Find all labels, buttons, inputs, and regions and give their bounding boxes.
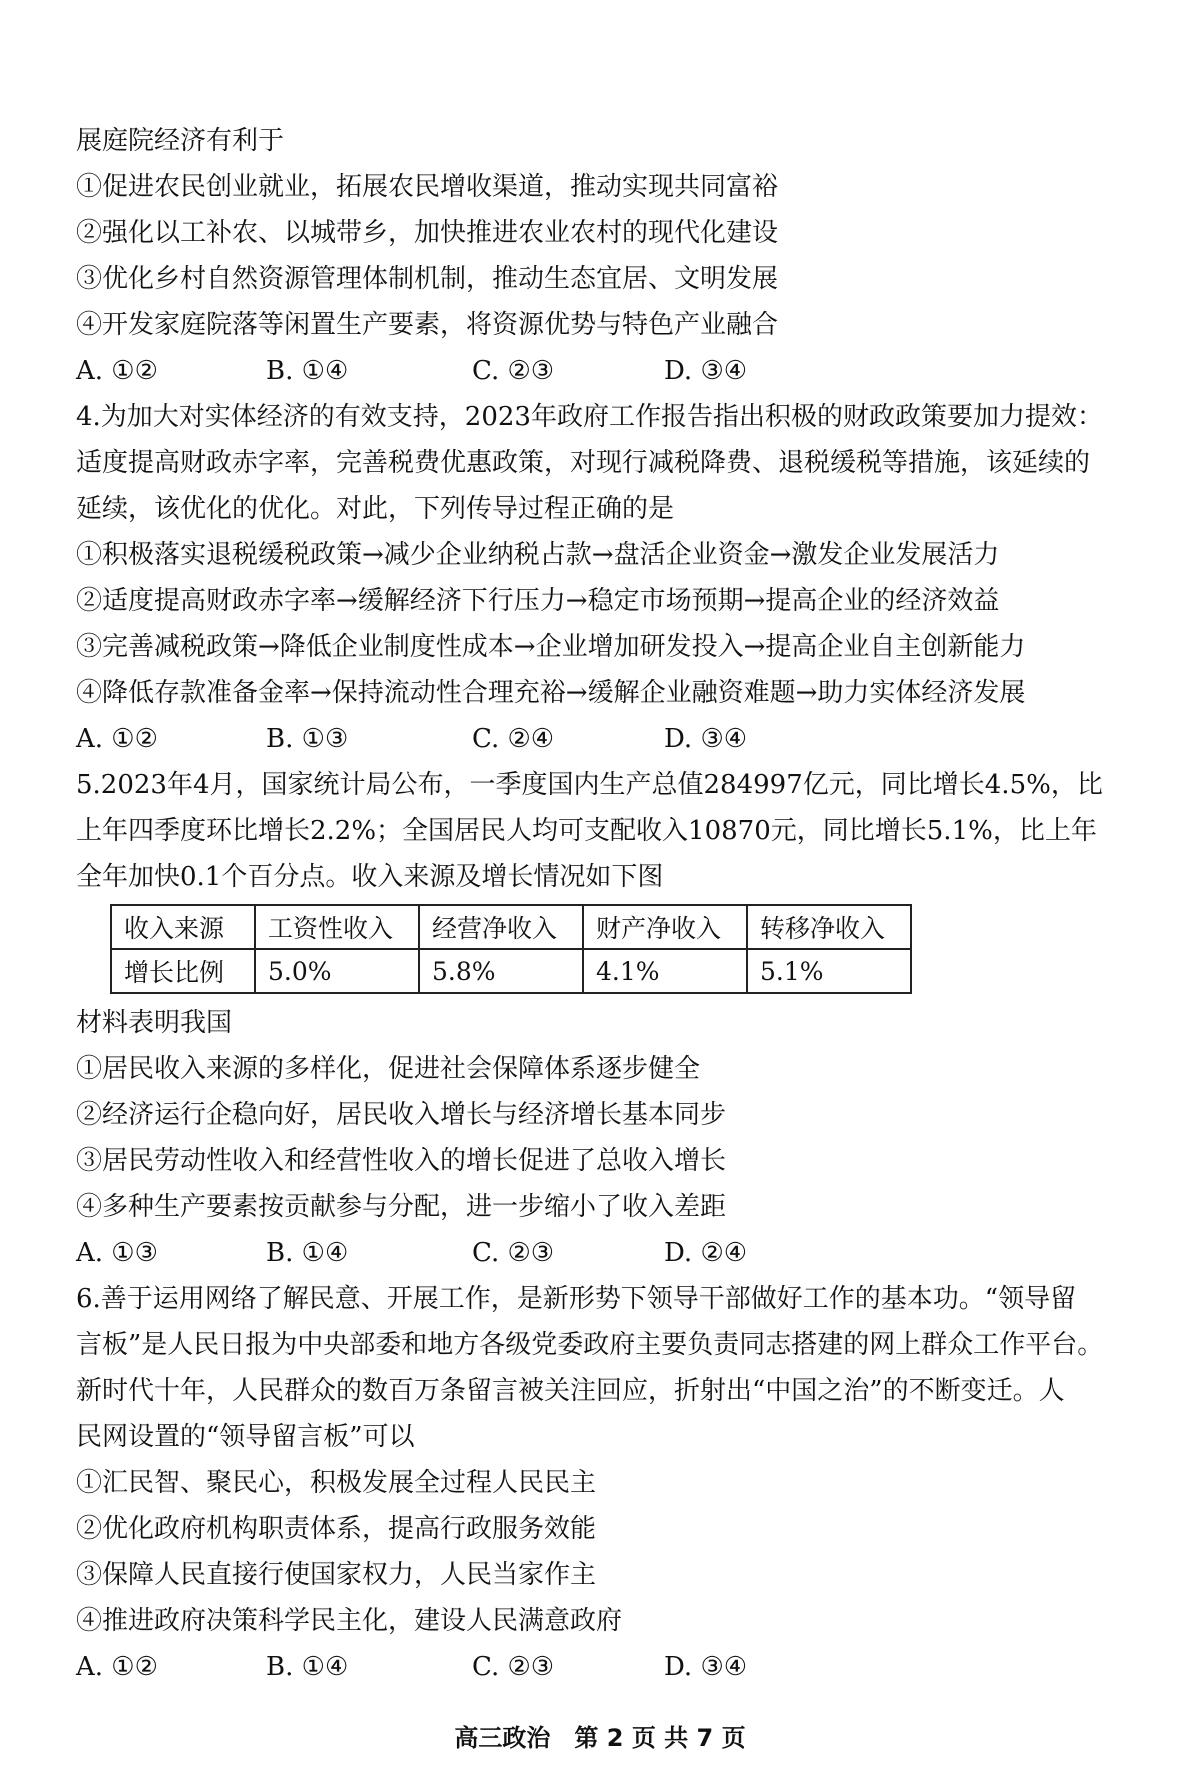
page-footer: 高三政治 第 2 页 共 7 页 (454, 1724, 746, 1752)
table-cell: 财产净收入 (583, 905, 747, 949)
question-stem-line: 适度提高财政赤字率，完善税费优惠政策，对现行减税降费、退税缓税等措施，该延续的 (76, 448, 1091, 478)
statement-4: ④开发家庭院落等闲置生产要素，将资源优势与特色产业融合 (76, 310, 779, 340)
question-5 (76, 762, 1116, 1276)
statement-1: ①汇民智、聚民心，积极发展全过程人民民主 (76, 1468, 597, 1498)
option-c: C. ②③ (472, 356, 555, 386)
answer-options (76, 1230, 1116, 1276)
statement-4: ④推进政府决策科学民主化，建设人民满意政府 (76, 1606, 623, 1636)
statement-2: ②经济运行企稳向好，居民收入增长与经济增长基本同步 (76, 1100, 727, 1130)
answer-options (76, 716, 1116, 762)
table-cell: 转移净收入 (747, 905, 911, 949)
statement-4: ④降低存款准备金率→保持流动性合理充裕→缓解企业融资难题→助力实体经济发展 (76, 678, 1026, 708)
question-stem-line: 延续，该优化的优化。对此，下列传导过程正确的是 (76, 494, 675, 524)
option-c: C. ②③ (472, 1652, 555, 1682)
question-stem-line: 全年加快0.1个百分点。收入来源及增长情况如下图 (76, 862, 664, 892)
question-stem-line: 民网设置的“领导留言板”可以 (76, 1422, 415, 1452)
statement-1: ①积极落实退税缓税政策→减少企业纳税占款→盘活企业资金→激发企业发展活力 (76, 540, 1000, 570)
statement-3: ③居民劳动性收入和经营性收入的增长促进了总收入增长 (76, 1146, 727, 1176)
option-b: B. ①③ (266, 724, 349, 754)
question-stem-line: 4.为加大对实体经济的有效支持，2023年政府工作报告指出积极的财政政策要加力提效： (76, 402, 1103, 432)
option-b: B. ①④ (266, 1238, 349, 1268)
answer-options (76, 1644, 1116, 1690)
statement-4: ④多种生产要素按贡献参与分配，进一步缩小了收入差距 (76, 1192, 727, 1222)
statement-2: ②优化政府机构职责体系，提高行政服务效能 (76, 1514, 597, 1544)
statement-2: ②适度提高财政赤字率→缓解经济下行压力→稳定市场预期→提高企业的经济效益 (76, 586, 1000, 616)
option-d: D. ③④ (664, 1652, 748, 1682)
question-stem-line: 上年四季度环比增长2.2%；全国居民人均可支配收入10870元，同比增长5.1%，比上年 (76, 816, 1097, 846)
table-cell: 5.1% (747, 949, 911, 993)
table-header-row (111, 905, 911, 949)
question-4 (76, 394, 1116, 762)
table-cell: 5.0% (255, 949, 419, 993)
question-lead: 材料表明我国 (76, 1008, 233, 1038)
table-row (111, 949, 911, 993)
answer-options (76, 348, 1116, 394)
option-d: D. ②④ (664, 1238, 748, 1268)
option-b: B. ①④ (266, 356, 349, 386)
statement-1: ①居民收入来源的多样化，促进社会保障体系逐步健全 (76, 1054, 701, 1084)
option-b: B. ①④ (266, 1652, 349, 1682)
table-cell: 经营净收入 (419, 905, 583, 949)
option-a: A. ①③ (76, 1238, 158, 1268)
question-stem-line: 展庭院经济有利于 (76, 126, 285, 156)
option-a: A. ①② (76, 356, 158, 386)
table-cell: 增长比例 (111, 949, 255, 993)
question-stem-line: 6.善于运用网络了解民意、开展工作，是新形势下领导干部做好工作的基本功。“领导留 (76, 1284, 1077, 1314)
option-d: D. ③④ (664, 356, 748, 386)
question-stem-line: 新时代十年，人民群众的数百万条留言被关注回应，折射出“中国之治”的不断变迁。人 (76, 1376, 1065, 1406)
statement-3: ③保障人民直接行使国家权力，人民当家作主 (76, 1560, 597, 1590)
statement-2: ②强化以工补农、以城带乡，加快推进农业农村的现代化建设 (76, 218, 779, 248)
table-cell: 5.8% (419, 949, 583, 993)
option-d: D. ③④ (664, 724, 748, 754)
option-c: C. ②④ (472, 724, 555, 754)
question-6 (76, 1276, 1116, 1690)
table-cell: 4.1% (583, 949, 747, 993)
option-a: A. ①② (76, 724, 158, 754)
income-table (110, 904, 912, 994)
table-cell: 工资性收入 (255, 905, 419, 949)
option-c: C. ②③ (472, 1238, 555, 1268)
statement-1: ①促进农民创业就业，拓展农民增收渠道，推动实现共同富裕 (76, 172, 779, 202)
option-a: A. ①② (76, 1652, 158, 1682)
statement-3: ③优化乡村自然资源管理体制机制，推动生态宜居、文明发展 (76, 264, 779, 294)
question-stem-line: 5.2023年4月，国家统计局公布，一季度国内生产总值284997亿元，同比增长4.5%，比 (76, 770, 1103, 800)
question-stem-line: 言板”是人民日报为中央部委和地方各级党委政府主要负责同志搭建的网上群众工作平台。 (76, 1330, 1104, 1360)
statement-3: ③完善减税政策→降低企业制度性成本→企业增加研发投入→提高企业自主创新能力 (76, 632, 1026, 662)
question-3 (76, 118, 1116, 394)
table-cell: 收入来源 (111, 905, 255, 949)
exam-page (76, 118, 1116, 1690)
